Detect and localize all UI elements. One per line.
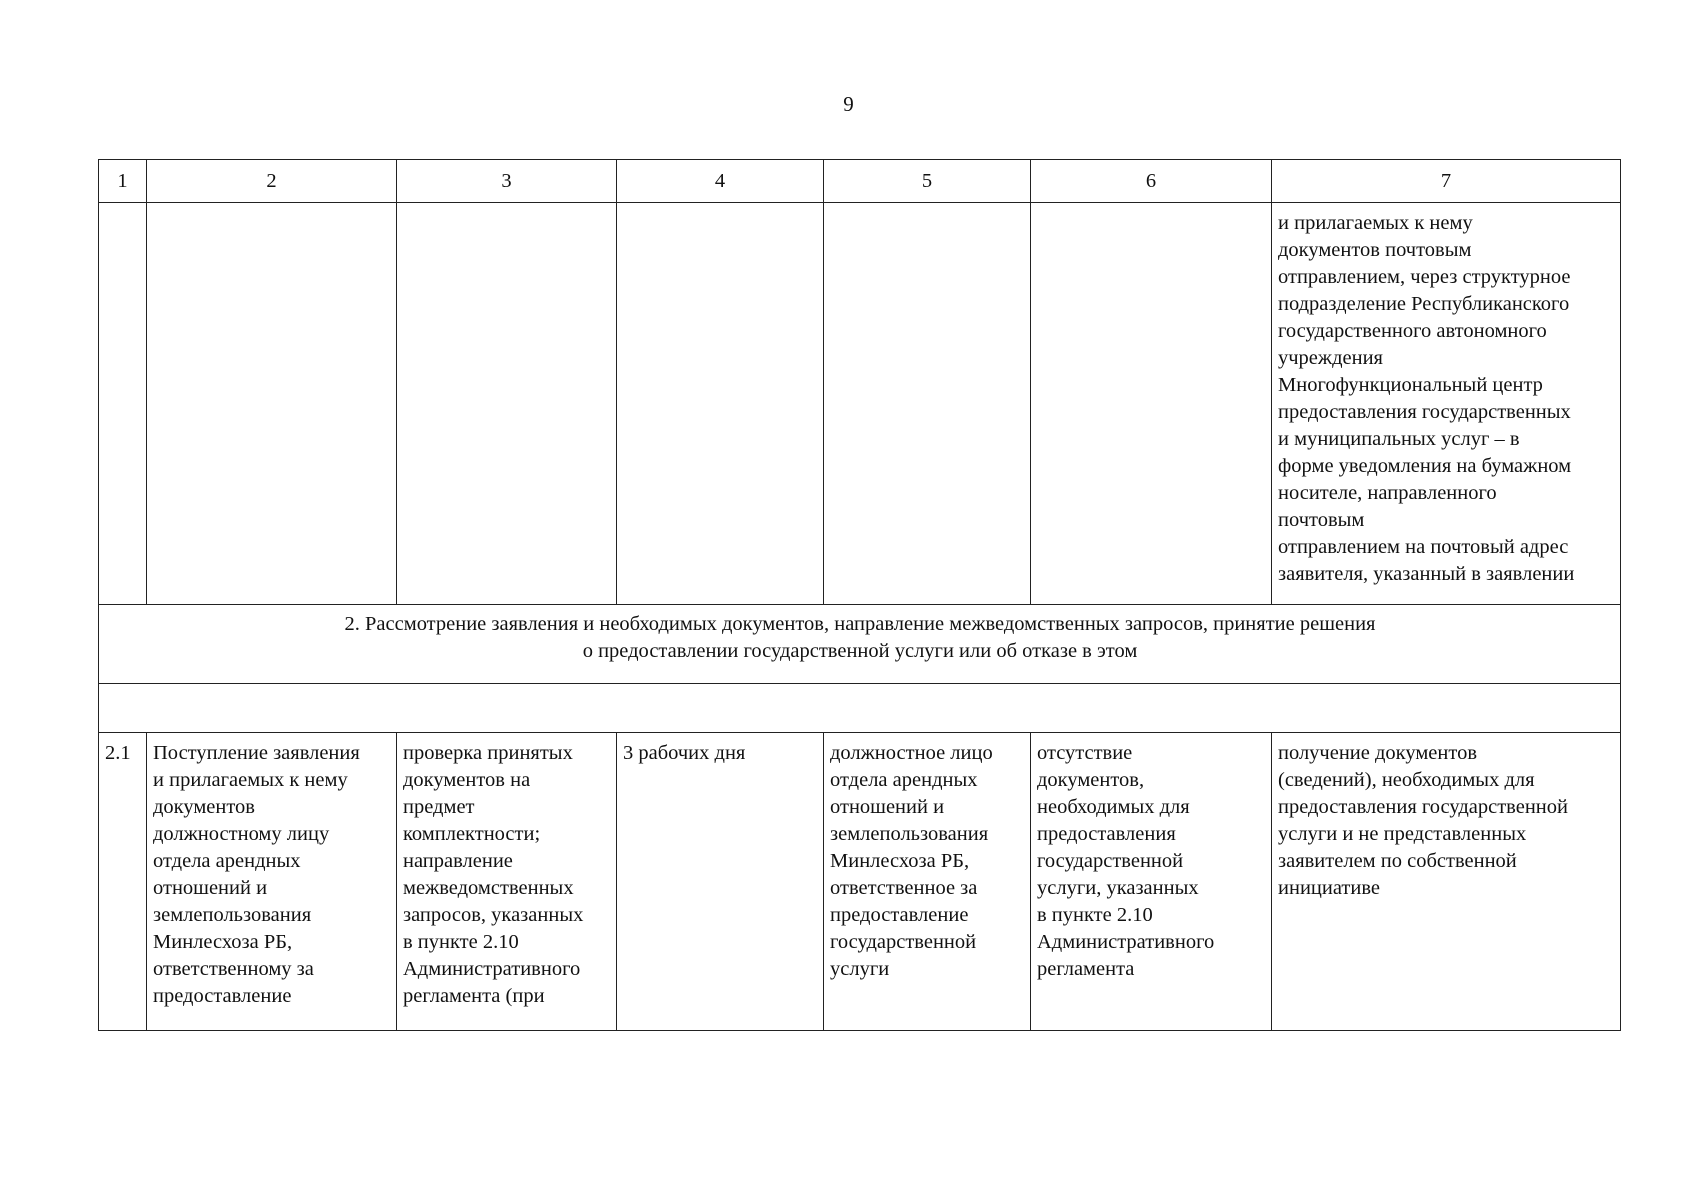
- empty-spacer-row: [99, 684, 1621, 733]
- empty-cell: [147, 203, 397, 605]
- table-row-2-1: [99, 733, 1621, 1031]
- procedure-basis-cell: Поступление заявления и прилагаемых к нему документов должностному лицу отдела арендных отношений и землепользования Минлесхоза РБ, ответственному за предоставление: [147, 733, 397, 1031]
- empty-cell: [1031, 203, 1272, 605]
- procedure-duration-cell: 3 рабочих дня: [617, 733, 824, 1031]
- empty-cell: [99, 684, 1621, 733]
- empty-cell: [824, 203, 1031, 605]
- column-number-1: 1: [99, 160, 147, 203]
- responsible-official-cell: должностное лицо отдела арендных отношений и землепользования Минлесхоза РБ, ответственное за предоставление государственной услуги: [824, 733, 1031, 1031]
- table-header-row: [99, 160, 1621, 203]
- row-number-cell: 2.1: [99, 733, 147, 1031]
- column-number-7: 7: [1272, 160, 1621, 203]
- section-heading-row: [99, 605, 1621, 684]
- column-number-6: 6: [1031, 160, 1272, 203]
- empty-cell: [99, 203, 147, 605]
- column-number-4: 4: [617, 160, 824, 203]
- process-table: [98, 159, 1621, 1031]
- column-number-5: 5: [824, 160, 1031, 203]
- column-number-3: 3: [397, 160, 617, 203]
- section-heading-cell: [99, 605, 1621, 684]
- procedure-content-cell: проверка принятых документов на предмет комплектности; направление межведомственных запросов, указанных в пункте 2.10 Административного регламента (при: [397, 733, 617, 1031]
- column-number-2: 2: [147, 160, 397, 203]
- section-heading-line-1: 2. Рассмотрение заявления и необходимых документов, направление межведомственных запросов, принятие решения: [344, 613, 1376, 635]
- page-number: 9: [843, 92, 854, 116]
- empty-cell: [397, 203, 617, 605]
- empty-cell: [617, 203, 824, 605]
- decision-criteria-cell: отсутствие документов, необходимых для предоставления государственной услуги, указанных в пункте 2.10 Административного регламента: [1031, 733, 1272, 1031]
- procedure-result-cell: получение документов (сведений), необходимых для предоставления государственной услуги и не представленных заявителем по собственной инициативе: [1272, 733, 1621, 1031]
- continuation-row: [99, 203, 1621, 605]
- section-heading-line-2: о предоставлении государственной услуги или об отказе в этом: [582, 640, 1138, 662]
- continuation-result-cell: и прилагаемых к нему документов почтовым отправлением, через структурное подразделение Республиканского государственного автономного учреждения Многофункциональный центр предоставления государственных и муниципальных услуг – в форме уведомления на бумажном носителе, направленного почтовым отправлением на почтовый адрес заявителя, указанный в заявлении: [1272, 203, 1621, 605]
